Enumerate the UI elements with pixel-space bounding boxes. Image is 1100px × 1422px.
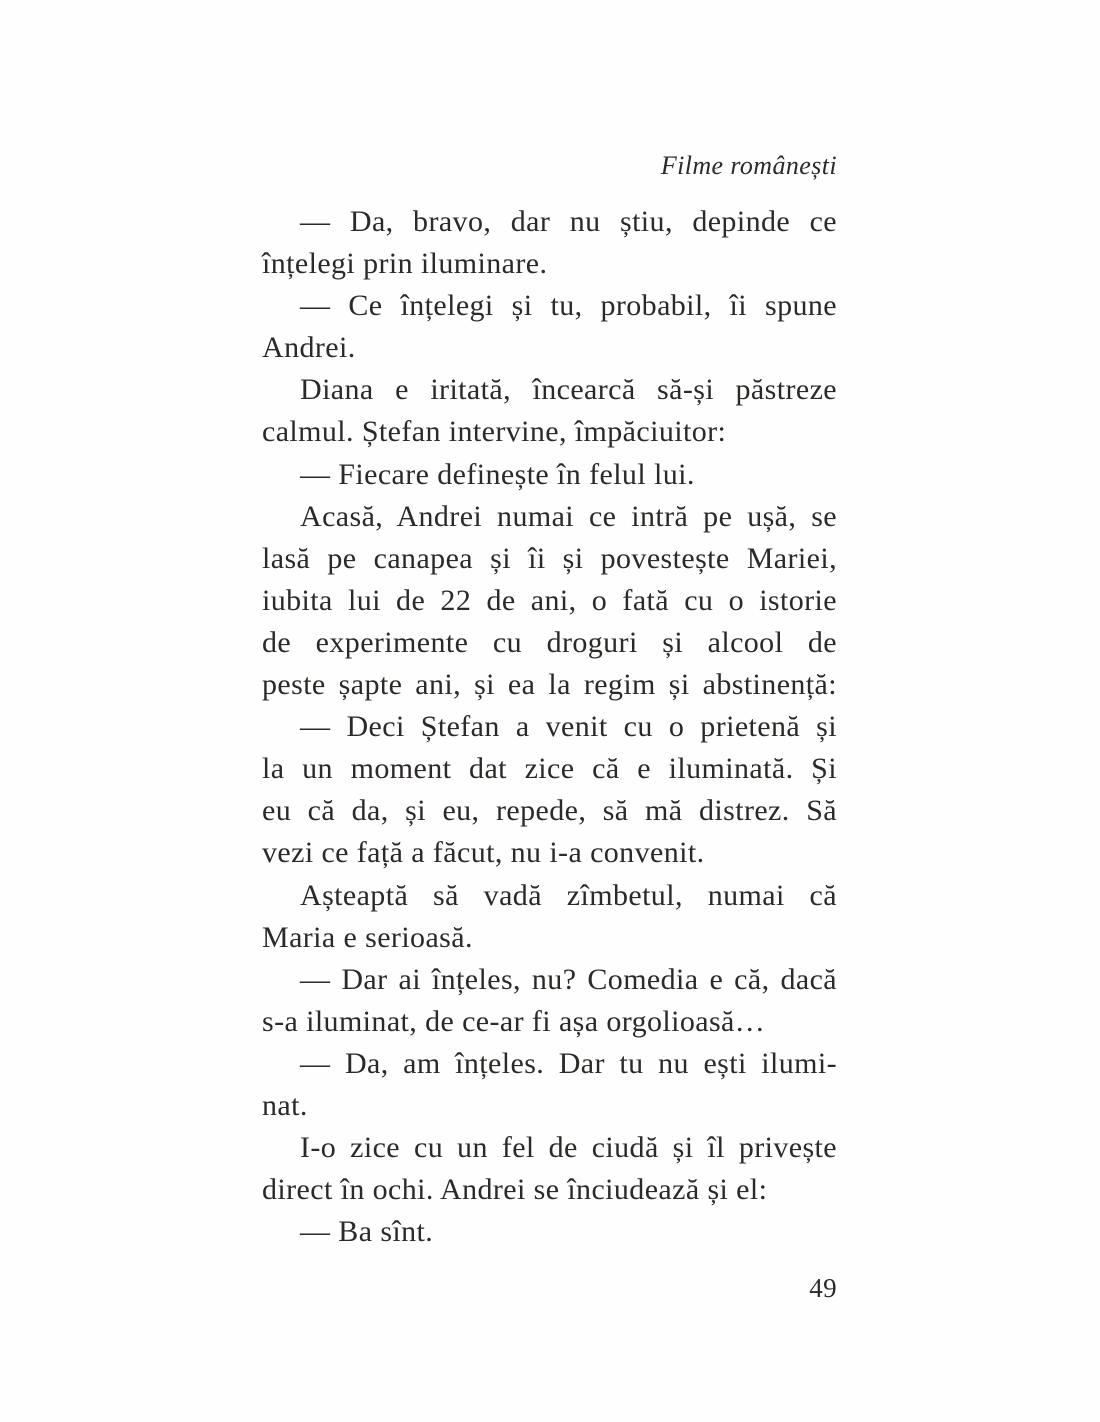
page-number: 49 bbox=[809, 1273, 837, 1303]
text-line: I-o zice cu un fel de ciudă și îl privește bbox=[300, 1131, 837, 1165]
text-line: — Da, am înțeles. Dar tu nu ești ilumi- bbox=[300, 1046, 837, 1080]
text-line: eu că da, și eu, repede, să mă distrez. Să bbox=[262, 794, 837, 828]
text-line: la un moment dat zice că e iluminată. Și bbox=[262, 752, 837, 786]
text-line: înțelegi prin iluminare. bbox=[262, 247, 548, 281]
paragraph bbox=[262, 1043, 837, 1127]
paragraph bbox=[262, 1211, 837, 1253]
text-line: lasă pe canapea și îi și povestește Mariei, bbox=[262, 541, 837, 575]
text-line: de experimente cu droguri și alcool de bbox=[262, 625, 837, 659]
paragraph bbox=[262, 285, 837, 369]
text-line: calmul. Ștefan intervine, împăciuitor: bbox=[262, 415, 727, 449]
text-line: — Deci Ștefan a venit cu o prietenă și bbox=[300, 710, 837, 744]
page-body-text bbox=[262, 201, 837, 1253]
text-line: Andrei. bbox=[262, 331, 356, 365]
paragraph bbox=[262, 1127, 837, 1211]
text-line: nat. bbox=[262, 1088, 308, 1122]
text-line: — Ba sînt. bbox=[300, 1215, 434, 1249]
text-line: Acasă, Andrei numai ce intră pe ușă, se bbox=[300, 499, 837, 533]
paragraph bbox=[262, 201, 837, 285]
text-line: Așteaptă să vadă zîmbetul, numai că bbox=[300, 878, 837, 912]
paragraph bbox=[262, 496, 837, 706]
paragraph bbox=[262, 706, 837, 874]
paragraph bbox=[262, 369, 837, 453]
text-line: — Ce înțelegi și tu, probabil, îi spune bbox=[300, 289, 837, 323]
paragraph bbox=[262, 959, 837, 1043]
paragraph bbox=[262, 454, 837, 496]
running-header: Filme românești bbox=[660, 151, 837, 180]
text-line: direct în ochi. Andrei se înciudează și el: bbox=[262, 1173, 768, 1207]
text-line: — Da, bravo, dar nu știu, depinde ce bbox=[300, 205, 837, 238]
text-line: s-a iluminat, de ce-ar fi așa orgolioasă… bbox=[262, 1004, 766, 1038]
paragraph bbox=[262, 875, 837, 959]
text-line: iubita lui de 22 de ani, o fată cu o istorie bbox=[262, 583, 837, 617]
text-line: Maria e serioasă. bbox=[262, 920, 473, 954]
text-line: Diana e iritată, încearcă să-și păstreze bbox=[300, 373, 837, 407]
text-line: — Fiecare definește în felul lui. bbox=[300, 457, 695, 491]
text-line: vezi ce față a făcut, nu i-a convenit. bbox=[262, 836, 705, 870]
text-line: peste șapte ani, și ea la regim și abstinență: bbox=[262, 668, 837, 702]
text-line: — Dar ai înțeles, nu? Comedia e că, dacă bbox=[300, 962, 837, 996]
